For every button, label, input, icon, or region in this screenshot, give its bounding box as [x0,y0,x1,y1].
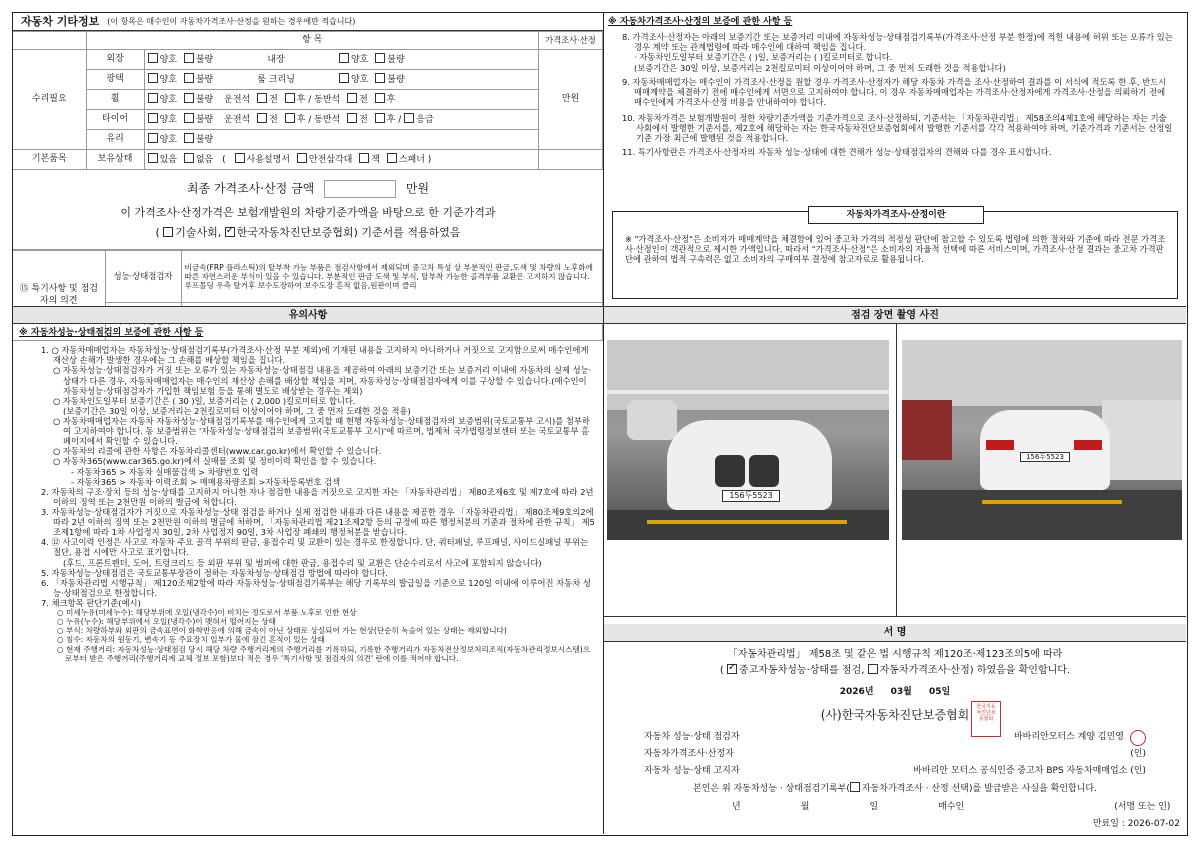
option-label: 불량 [195,134,214,145]
buyer-label: 매수인 [938,801,965,812]
checkbox[interactable] [375,73,385,83]
seal-text: 한국자동차진단보증협회 [976,704,996,722]
photos-area [604,324,1186,617]
receipt-text: 본인은 위 자동차성능 · 상태점검기록부( [693,784,850,795]
date-year: 2026년 [839,687,874,697]
checkbox[interactable] [347,93,357,103]
row-label-interior: 내장 [267,54,285,65]
note-item: (후드, 프론트펜더, 도어, 트렁크리드 등 외판 부위 및 범퍼에 대한 판금, 용접수리 및 교환은 단순수리로서 사고에 포함되지 않습니다) [63,557,542,568]
criteria-item: ○ 현재 주행거리: 자동차성능·상태점검 당시 해당 차량 주행거리계의 주행거리를 기록하되, 기록한 주행거리가 자동차전산정보처리조직(자동차관리정보시스템)으로부터 받은 주행거리(주행거리계 교체 정보 포함)보다 적은 경우 '특기사항 및 점검자의 의견' 란에 이를 적어야 합니다. [57,644,591,663]
signature-date [604,687,1186,698]
option-label: 안전삼각대 [308,154,353,165]
special-inspector-label: 성능·상태점검자 [105,251,181,303]
col-price-header: 가격조사·산정 [538,32,602,50]
guarantee-title: ※ 자동차가격조사·산정의 보증에 관한 사항 등 [608,17,793,27]
signature-section [604,643,1186,834]
buyer-month: 월 [800,801,810,812]
right-column [604,13,1186,834]
option-label: 불량 [387,74,405,85]
check-label: 중고자동차성능·상태를 점검, [738,664,865,676]
signature-law-line: 「자동차관리법」 제58조 및 같은 법 시행규칙 제120조·제123조의5에 따라 [727,649,1063,660]
note-item: ○ 자동차365(www.car365.go.kr)에서 실매물 조회 및 정비이력 확인을 할 수 있습니다. [53,456,377,467]
option-label: 후 [386,94,396,105]
date-day: 05일 [929,687,951,697]
note-item: ○ 자동차의 리콜에 관한 사항은 자동차리콜센터(www.car.go.kr)에서 확인할 수 있습니다. [53,446,382,457]
inspector-label: 자동차 성능·상태 점검자 [644,732,740,743]
checkbox-receipt-pricing[interactable] [850,782,860,792]
receipt-text: 자동차가격조사 · 산정 선택)를 발급받은 사실을 확인합니다. [861,784,1097,795]
note-item: 3. 자동차성능·상태점검자가 거짓으로 자동차성능·상태 점검을 하거나 실제 점검한 내용과 다른 내용을 제공한 경우 「자동차관리법」 제80조제9호의2에 따라 2년 이하의 징역 또는 2천만원 이하의 벌금에 처하며, 「자동차관리법 제21조제2항 등의 규정에 따른 행정처분의 기준과 절차에 관한 규칙」 제5조제1항에 따라 1차 사업정지 30일, 2차 사업정지 90일, 3차 사업장 폐쇄의 행정처분을 받습니다. [41,507,595,538]
col-item-header: 항 목 [86,32,538,50]
license-plate-front: 156두5523 [722,490,780,502]
guarantee-section [604,13,1186,306]
option-label: 스패너 [398,154,425,165]
checkbox[interactable] [148,93,158,103]
paren: ( [155,226,160,239]
signature-org: (사)한국자동차진단보증협회 [820,708,970,723]
sig-row-notifier [604,763,1186,780]
left-column [13,13,604,834]
association-seal [971,701,1001,737]
checkbox[interactable] [375,113,385,123]
guarantee-item-10: 10. 자동차가격은 보험개발원이 정한 차량기준가액을 기준가격으로 조사·산정하되, 기준서는 「자동차관리법」 제58조의4제1호에 해당하는 자는 기술사회에서 발행한 기준서를, 제2호에 해당하는 자는 한국자동차진단보증협회에서 발행한 기준서를 각각 적용하여야 하며, 기준가격과 기준서는 산정일 기준 가장 최근에 발행된 것을 적용합니다. [622,113,1173,144]
buyer-day: 일 [869,801,879,812]
checkbox[interactable] [184,153,194,163]
checkbox[interactable] [375,93,385,103]
notes-list [19,345,597,663]
option-label: 양호 [159,134,177,145]
notes-title: ※ 자동차성능·상태점검의 보증에 관한 사항 등 [19,328,204,338]
notes-header: 유의사항 [13,306,603,324]
checkbox-tech-society[interactable] [163,227,173,237]
option-label: 한국자동차진단보증협회 [236,226,354,239]
checkbox[interactable] [184,93,194,103]
checkbox[interactable] [339,53,349,63]
criteria-item: ○ 미세누유(미세누수): 해당부위에 오일(냉각수)이 비치는 정도로서 부품 노후로 인한 현상 [57,608,357,618]
other-info-title: 자동차 기타정보 [21,14,100,28]
option-label: 양호 [159,74,177,85]
guarantee-body [604,30,1186,157]
note-item: 2. 자동차의 구조·장치 등의 성능·상태를 고지하지 아니한 자나 점검한 내용을 거짓으로 고지한 자는 「자동차관리법」 제80조제6호 및 제7호에 따라 2년 이하의 징역 또는 2천만원 이하의 벌금에 처합니다. [41,486,594,507]
option-label: 양호 [159,54,177,65]
guarantee-item-8c: (보증기간은 30일 이상, 보증거리는 2천킬로미터 이상이어야 하며, 그 중 먼저 도래한 것을 적용합니다) [634,62,1006,73]
paren: ( [222,154,226,165]
checkbox[interactable] [148,133,158,143]
note-item: ○ 자동차성능·상태점검자가 거짓 또는 오류가 있는 자동차성능·상태점검 내용을 제공하여 아래의 보증기간 또는 보증거리 이내에 자동차의 실제 성능·상태가 다른 경우, 자동차매매업자는 매수인의 재산상 손해를 배상할 책임을 지며, 자동차성능·상태점검자에게 이를 구상할 수 있습니다.(매수인이 자동차성능·상태점검자가 가입한 책임보험 등을 통해 별도로 배상받는 경우는 제외) [53,365,592,396]
basis-line2 [13,226,603,240]
checkbox[interactable] [404,113,414,123]
row-label-exterior: 외장 [86,50,144,70]
row-label-gloss: 광택 [86,70,144,90]
option-label: 후 / [386,114,402,125]
checkbox[interactable] [235,153,245,163]
buyer-row [604,802,1186,813]
note-item: - 자동차365 > 자동차 실매물검색 > 차량번호 입력 [71,466,259,477]
checkbox[interactable] [184,73,194,83]
checkbox[interactable] [148,113,158,123]
criteria-item: ○ 침수: 자동차의 원동기, 변속기 등 주요장치 일부가 물에 잠긴 흔적이 있는 상태 [57,635,325,645]
notes-body [13,324,603,663]
option-label: 응급 [416,114,434,125]
option-label: 후 / 동반석 [296,94,341,105]
option-label: 양호 [159,114,177,125]
price-value: 만원 [538,50,602,150]
note-item: 7. 체크항목 판단기준(예시) [41,597,141,608]
license-plate-rear: 156두5523 [1020,452,1070,462]
option-label: 후 / 동반석 [296,114,341,125]
driver-side-label: 운전석 [224,94,251,105]
final-price-block [13,170,603,250]
special-label: ⑮ 특기사항 및 점검자의 의견 [13,251,105,341]
checkbox[interactable] [347,113,357,123]
option-label: 없음 [195,154,214,165]
guarantee-item-11: 11. 특기사항란은 가격조사·산정자의 자동차 성능·상태에 대한 견해가 성능·상태점검자의 견해와 다를 경우 표시합니다. [622,147,1052,158]
note-item: 4. ⑫ 사고이력 인정은 사고로 자동차 주요 골격 부위의 판금, 용접수리 및 교환이 있는 경우로 한정합니다. 단, 쿼터패널, 루프패널, 사이드실패널 부위는 절단, 용접 시에만 사고로 표기합니다. [41,537,589,558]
notifier-seal: (인) [1130,766,1146,777]
checkbox-pricing[interactable] [868,664,878,674]
guarantee-item-9: 9. 자동차매매업자는 매수인이 가격조사·산정을 원할 경우 가격조사·산정자가 해당 자동차 가격을 조사·산정하여 결과를 이 서식에 적도록 한 후, 반드시 매매계약을 체결하기 전에 매수인에게 서면으로 고지하여야 합니다. 이 경우 자동차매매업자는 가격조사·산정자에게 가격조사·산정을 의뢰하기 전에 매수인에게 가격조사·산정 비용을 안내하여야 합니다. [622,76,1167,107]
guarantee-item-8: 8. 가격조사·산정자는 아래의 보증기간 또는 보증거리 이내에 자동차성능·상태점검기록부(가격조사·산정 부분 한정)에 적힌 내용에 허위 또는 오류가 있는 경우 계약 또는 관계법령에 따라 매수인에 대하여 책임을 집니다. [622,32,1173,53]
signature-check-line [604,664,1186,678]
note-item: - 자동차365 > 자동차 이력조회 > 매매용차량조회 >자동차등록번호 검색 [71,476,341,487]
final-price-input[interactable] [324,180,396,198]
expiry-date: 만료일 : 2026-07-02 [1092,818,1180,829]
option-label: 불량 [195,94,214,105]
option-label: 전 [269,114,278,125]
signature-header: 서 명 [604,624,1186,642]
row-label-wheel: 휠 [86,90,144,110]
checkbox[interactable] [339,73,349,83]
note-item: ○ 자동차인도일부터 보증기간은 ( 30 )일, 보증거리는 ( 2,000 )킬로미터로 합니다. [53,395,356,406]
pricer-label: 자동차가격조사·산정자 [644,749,734,760]
other-info-note: (이 항목은 매수인이 자동차가격조사·산정을 원하는 경우에만 적습니다) [107,16,356,26]
checkbox[interactable] [387,153,397,163]
option-label: 불량 [195,74,214,85]
option-label: 기술사회, [175,226,222,239]
option-label: 양호 [351,54,369,65]
repair-label: 수리필요 [13,50,86,150]
other-info-table [13,31,603,170]
checkbox[interactable] [184,53,194,63]
checkbox[interactable] [148,53,158,63]
driver-side-label: 운전석 [224,114,251,125]
pricer-seal: (인) [1130,749,1146,760]
paren: ) [427,154,432,165]
document-frame [12,12,1188,836]
checkbox[interactable] [375,53,385,63]
note-item: ○ 자동차매매업자는 자동차 자동차성능·상태점검기록부를 매수인에게 고지할 때 현행 자동차성능·상태점검자의 보증범위(국토교통부 고시)를 첨부하여 고지하여야 합니다. 동 보증범위는 '자동차성능·상태점검의 보증범위(국토교통부 고시)'에 따르며, 법제처 국가법령정보센터 또는 국토교통부 홈페이지에서 확인할 수 있습니다. [53,416,590,447]
basis-line1: 이 가격조사·산정가격은 보험개발원의 차량기준가액을 바탕으로 한 기준가격과 [120,206,496,219]
option-label: 양호 [159,94,177,105]
option-label: 있음 [159,154,177,165]
note-item: 1. ○ 자동차매매업자는 자동차성능·상태점검기록부(가격조사·산정 부분 제외)에 기재된 내용을 고지하지 아니하거나 거짓으로 고지함으로써 매수인에게 재산상 손해가 발생한 경우에는 그 손해를 배상할 책임을 집니다. [41,345,589,366]
final-price-unit: 만원 [405,181,430,196]
checkbox[interactable] [148,153,158,163]
sig-row-inspector [604,729,1186,746]
inspector-seal-icon [1130,730,1146,746]
pricing-definition-text: ※ "가격조사·산정"은 소비자가 매매계약을 체결함에 있어 중고차 가격의 적정성 판단에 참고할 수 있도록 법령에 의한 절차와 기준에 따라 전문 가격조사·산정인이 객관적으로 제시한 가액입니다. 따라서 "가격조사·산정"은 소비자의 자율적 선택에 따른 서비스이며, 가격조사·산정 결과는 중고차 가격판단에 관하여 법적 구속력은 없고 소비자의 구매여부 결정에 참고자료로 활용됩니다. [625,234,1166,265]
basic-items-label: 기본품목 [13,150,86,170]
option-label: 전 [269,94,278,105]
final-price-label: 최종 가격조사·산정 금액 [186,181,315,196]
pricing-definition-box [612,211,1178,299]
option-label: 전 [359,94,368,105]
receipt-line [604,782,1186,795]
basis-close: ) 기준서를 적용하였음 [353,226,461,239]
option-label: 사용설명서 [246,154,290,165]
other-info-header [13,13,603,31]
inspection-photo-rear [902,340,1182,540]
checkbox[interactable] [257,113,267,123]
note-item: (보증기간은 30일 이상, 보증거리는 2천킬로미터 이상이어야 하며, 그 중 먼저 도래한 것을 적용) [63,405,411,416]
checkbox[interactable] [257,93,267,103]
pricing-definition-title: 자동차가격조사·산정이란 [808,206,984,224]
notifier-label: 자동차 성능·상태 고지자 [644,766,740,777]
checkbox[interactable] [285,93,295,103]
row-label-room-cleaning: 룸 크리닝 [257,74,295,85]
criteria-item: ○ 누유(누수): 해당부위에서 오일(냉각수)이 맺혀서 떨어지는 상태 [57,617,276,627]
option-label: 불량 [195,114,214,125]
option-label: 불량 [387,54,405,65]
notifier-name: 바바리안 모터스 공식인증 중고차 BPS 자동차매매업소 [913,766,1128,777]
checkbox[interactable] [184,133,194,143]
option-label: 양호 [351,74,369,85]
buyer-year: 년 [732,801,741,812]
sig-row-pricer [604,746,1186,763]
option-label: 불량 [195,54,214,65]
basic-status-label: 보유상태 [86,150,144,170]
inspector-name: 바바리안모터스 계양 김민영 [1013,732,1124,743]
inspection-photo-front [607,340,889,540]
checkbox[interactable] [297,153,307,163]
buyer-sign: (서명 또는 인) [1114,801,1171,812]
note-item: 5. 자동차성능·상태점검은 국토교통부장관이 정하는 자동차성능·상태점검 방법에 따라야 합니다. [41,567,388,578]
option-label: 전 [359,114,368,125]
guarantee-item-8b: · 자동차인도일부터 보증기간은 ( )일, 보증거리는 ( )킬로미터로 합니다. [634,52,893,63]
date-month: 03월 [890,687,912,697]
photos-header: 점검 장면 촬영 사진 [604,306,1186,324]
checkbox[interactable] [359,153,369,163]
note-item: 6. 「자동차관리법 시행규칙」 제120조제2항에 따라 자동차성능·상태점검기록부는 해당 기록부의 발급일을 기준으로 120일 이내에 이루어진 자동차 성능·상태점검으로 한정합니다. [41,577,591,598]
checkbox[interactable] [285,113,295,123]
check-label: 자동차가격조사·산정) 하였음을 확인합니다. [879,664,1071,676]
paren: ( [719,664,724,676]
checkbox-inspection[interactable] [727,664,737,674]
checkbox[interactable] [148,73,158,83]
checkbox[interactable] [184,113,194,123]
special-inspector-text: 비금속(FRP 플라스틱)의 탈부착 가능 부품은 점검사항에서 제외되며 중고차 특성 상 부분적인 판금,도색 및 차량의 노후화에 따른 자연스러운 부식이 있을 수 있습니다. 부분적인 판금 도색 및 부식, 탈부착 가능한 골격부품 교환은 고지하지 않습니다. 루프몰딩 우측 탈거후 보수도장하여 보수도장 흔적 없음,원판이며 클리 [181,251,603,303]
checkbox-kadi[interactable] [225,227,235,237]
row-label-tire: 타이어 [86,110,144,130]
criteria-item: ○ 부식: 차량하부와 외판의 금속표면이 화학반응에 의해 금속이 아닌 상태로 상실되어 가는 현상(단순히 녹슬어 있는 상태는 제외합니다) [57,626,507,636]
row-label-glass: 유리 [86,130,144,150]
option-label: 잭 [371,154,380,165]
